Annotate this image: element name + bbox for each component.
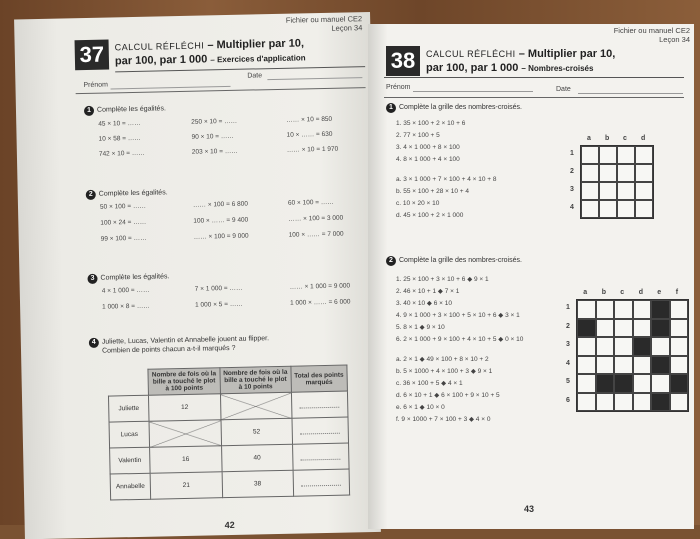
row-label: 1 — [566, 304, 570, 312]
total-answer-field[interactable] — [292, 417, 349, 444]
equation[interactable]: 10 × 58 = …… — [98, 134, 141, 143]
column-label: b — [605, 135, 610, 142]
column-label: e — [657, 289, 662, 296]
grid-cell[interactable] — [633, 393, 652, 412]
row-label: 1 — [570, 150, 574, 157]
cell-100: 12 — [148, 394, 220, 421]
grid-cell[interactable] — [596, 300, 615, 319]
cell-10: 52 — [221, 418, 292, 445]
equation[interactable]: …… × 100 = 9 000 — [193, 232, 249, 241]
grid-cell[interactable] — [599, 182, 617, 200]
grid-cell[interactable] — [670, 337, 689, 356]
row-clue: 2. 46 × 10 + 1 ◆ 7 × 1 — [396, 288, 460, 295]
row-clue: 1. 25 × 100 + 3 × 10 + 6 ◆ 9 × 1 — [396, 276, 489, 283]
equation[interactable]: 100 × …… = 9 400 — [193, 216, 249, 225]
grid-cell[interactable] — [599, 200, 617, 218]
equation[interactable]: 100 × 24 = …… — [100, 218, 147, 227]
cell-10: 40 — [221, 444, 292, 471]
reference-text: Fichier ou manuel CE2 Leçon 34 — [285, 14, 363, 33]
equation[interactable]: 203 × 10 = …… — [191, 147, 238, 156]
grid-cell[interactable] — [651, 337, 670, 356]
column-label: d — [641, 135, 646, 142]
grid-cell[interactable] — [633, 356, 652, 375]
lesson-number-badge: 37 — [75, 39, 110, 70]
grid-cell[interactable] — [633, 374, 652, 393]
cell-100: 21 — [150, 472, 222, 499]
grid-cell[interactable] — [581, 146, 599, 164]
column-label: a — [587, 135, 591, 142]
column-clue: c. 10 × 20 × 10 — [396, 200, 440, 207]
header-total: Total des points marqués — [291, 365, 348, 392]
row-clue: 1. 35 × 100 + 2 × 10 + 6 — [396, 120, 466, 127]
page-number: 42 — [224, 519, 235, 531]
column-clue: f. 9 × 1000 + 7 × 100 + 3 ◆ 4 × 0 — [396, 416, 491, 423]
column-clue: e. 6 × 1 ◆ 10 × 0 — [396, 404, 445, 411]
total-answer-field[interactable] — [291, 391, 348, 418]
grid-cell[interactable] — [596, 319, 615, 338]
grid-cell[interactable] — [577, 300, 596, 319]
cell-10 — [220, 392, 291, 419]
grid-cell[interactable] — [614, 319, 633, 338]
column-clue: a. 2 × 1 ◆ 49 × 100 + 8 × 10 + 2 — [396, 356, 489, 363]
prenom-field[interactable] — [111, 86, 231, 90]
equation[interactable]: 4 × 1 000 = …… — [101, 286, 150, 295]
grid-cell[interactable] — [577, 374, 596, 393]
row-clue: 6. 2 × 1 000 + 9 × 100 + 4 × 10 + 5 ◆ 0 × 10 — [396, 336, 524, 343]
table-row — [110, 469, 349, 500]
equation[interactable]: 45 × 10 = …… — [98, 119, 141, 128]
cell-100: 16 — [150, 446, 222, 473]
row-clue: 3. 40 × 10 ◆ 6 × 10 — [396, 300, 452, 307]
equation[interactable]: 90 × 10 = …… — [191, 132, 234, 141]
column-label: c — [620, 289, 625, 296]
left-page — [14, 12, 381, 539]
row-label: 3 — [570, 186, 574, 193]
lesson-title: CALCUL RÉFLÉCHI – Multiplier par 10, — [114, 37, 305, 53]
column-clue: d. 6 × 10 + 1 ◆ 6 × 100 + 9 × 10 + 5 — [396, 392, 500, 399]
row-clue: 5. 8 × 1 ◆ 9 × 10 — [396, 324, 445, 331]
equation[interactable]: 250 × 10 = …… — [191, 117, 238, 126]
date-field[interactable] — [267, 77, 362, 80]
grid-cell[interactable] — [670, 319, 689, 338]
row-label: 5 — [566, 378, 570, 386]
row-clue: 2. 77 × 100 + 5 — [396, 132, 440, 139]
exercise-3-instruction: 3 Complète les égalités. — [87, 272, 169, 284]
exercise-1-instruction: 1 Complète les égalités. — [84, 104, 166, 116]
equation[interactable]: 1 000 × 8 = …… — [102, 302, 150, 311]
grid-cell[interactable] — [577, 337, 596, 356]
date-label: Date — [247, 72, 263, 80]
date-label: Date — [556, 86, 571, 93]
grid-cell[interactable] — [617, 200, 635, 218]
equation[interactable]: 100 × …… = 7 000 — [288, 230, 344, 239]
exercise-2-instruction: 2 Complète les égalités. — [86, 188, 168, 200]
grid-cell[interactable] — [670, 300, 689, 319]
grid-cell[interactable] — [635, 164, 653, 182]
black-cell — [651, 393, 670, 412]
grid-cells — [576, 299, 689, 412]
row-label: 4 — [566, 359, 570, 367]
grid-cell[interactable] — [633, 300, 652, 319]
column-clue: d. 45 × 100 + 2 × 1 000 — [396, 212, 464, 219]
equation[interactable]: 1 000 × …… = 6 000 — [290, 298, 351, 307]
header-10: Nombre de fois où la bille a touché le plot à 10 points — [220, 366, 291, 393]
black-cell — [577, 319, 596, 338]
grid-cell[interactable] — [617, 164, 635, 182]
column-clue: a. 3 × 1 000 + 7 × 100 + 4 × 10 + 8 — [396, 176, 497, 183]
lesson-subtitle: par 100, par 1 000 – Exercices d'application — [114, 53, 306, 68]
total-answer-field[interactable] — [293, 469, 350, 496]
column-label: d — [638, 289, 644, 296]
grid-cell[interactable] — [670, 393, 689, 412]
row-clue: 3. 4 × 1 000 + 8 × 100 — [396, 144, 460, 151]
points-table — [107, 365, 350, 501]
black-cell — [651, 356, 670, 375]
row-label: 6 — [566, 396, 570, 404]
grid-cell[interactable] — [635, 182, 653, 200]
equation[interactable]: 7 × 1 000 = …… — [194, 284, 243, 293]
equation[interactable]: 1 000 × 5 = …… — [195, 300, 243, 309]
grid-cell[interactable] — [599, 164, 617, 182]
grid-cell[interactable] — [670, 356, 689, 375]
cell-10: 38 — [222, 470, 293, 497]
row-clue: 4. 9 × 1 000 + 3 × 100 + 5 × 10 + 6 ◆ 3 × 1 — [396, 312, 520, 319]
grid-cell[interactable] — [633, 319, 652, 338]
row-name: Lucas — [109, 421, 150, 448]
exercise-4-instruction: 4 Juliette, Lucas, Valentin et Annabelle jouent au flipper. Combien de points chacun a-t-il marqués ? — [89, 334, 270, 355]
row-name: Valentin — [110, 447, 151, 474]
grid-cell[interactable] — [617, 146, 635, 164]
grid-cell[interactable] — [614, 356, 633, 375]
total-answer-field[interactable] — [292, 443, 349, 470]
grid-cell[interactable] — [614, 393, 633, 412]
grid-cell[interactable] — [581, 182, 599, 200]
date-field[interactable] — [578, 93, 683, 94]
column-label: b — [601, 289, 607, 296]
grid-cell[interactable] — [581, 200, 599, 218]
reference-text: Fichier ou manuel CE2 Leçon 34 — [613, 26, 690, 44]
grid-cell[interactable] — [599, 146, 617, 164]
equation[interactable]: …… × 10 = 850 — [286, 115, 333, 124]
black-cell — [596, 374, 615, 393]
prenom-label: Prénom — [83, 81, 109, 90]
lesson-subtitle: par 100, par 1 000 – Nombres-croisés — [426, 62, 594, 74]
grid-cell[interactable] — [617, 182, 635, 200]
header-100: Nombre de fois où la bille a touché le plot à 100 points — [148, 368, 220, 395]
grid-cell[interactable] — [581, 164, 599, 182]
equation[interactable]: …… × 100 = 3 000 — [288, 214, 344, 223]
grid-cell[interactable] — [635, 146, 653, 164]
equation[interactable]: …… × 100 = 6 800 — [192, 200, 249, 209]
grid-cell[interactable] — [651, 374, 670, 393]
equation[interactable]: 60 × 100 = …… — [287, 198, 334, 207]
black-cell — [651, 319, 670, 338]
prenom-field[interactable] — [413, 91, 533, 92]
prenom-label: Prénom — [386, 84, 411, 91]
column-label: c — [623, 135, 627, 142]
grid-cell[interactable] — [596, 393, 615, 412]
equation[interactable]: 742 × 10 = …… — [98, 149, 145, 158]
row-name: Annabelle — [110, 473, 151, 500]
lesson-number-badge: 38 — [386, 46, 420, 76]
row-label: 4 — [570, 204, 574, 211]
exercise-1-instruction: 1 Complète la grille des nombres-croisés. — [386, 103, 522, 113]
column-clue: c. 36 × 100 + 5 ◆ 4 × 1 — [396, 380, 463, 387]
black-cell — [651, 300, 670, 319]
grid-cell[interactable] — [596, 356, 615, 375]
equation[interactable]: …… × 1 000 = 9 000 — [289, 282, 351, 291]
exercise-2-instruction: 2 Complète la grille des nombres-croisés. — [386, 256, 522, 266]
column-clue: b. 55 × 100 + 28 × 10 + 4 — [396, 188, 470, 195]
row-clue: 4. 8 × 1 000 + 4 × 100 — [396, 156, 460, 163]
black-cell — [614, 374, 633, 393]
page-number: 43 — [524, 504, 535, 514]
row-label: 3 — [566, 341, 570, 349]
equation[interactable]: 50 × 100 = …… — [99, 202, 146, 211]
grid-cell[interactable] — [596, 337, 615, 356]
cell-100 — [149, 420, 221, 447]
grid-cell[interactable] — [635, 200, 653, 218]
equation[interactable]: 99 × 100 = …… — [100, 234, 147, 243]
black-cell — [633, 337, 652, 356]
equation[interactable]: …… × 10 = 1 970 — [286, 145, 339, 154]
grid-cells — [580, 145, 654, 219]
black-cell — [670, 374, 689, 393]
grid-cell[interactable] — [577, 356, 596, 375]
column-label: f — [675, 289, 679, 296]
right-page — [368, 24, 694, 529]
grid-cell[interactable] — [614, 337, 633, 356]
equation[interactable]: 10 × …… = 630 — [286, 130, 333, 139]
column-clue: b. 5 × 1000 + 4 × 100 + 3 ◆ 9 × 1 — [396, 368, 493, 375]
column-label: a — [583, 289, 588, 296]
row-label: 2 — [570, 168, 574, 175]
row-label: 2 — [566, 322, 570, 330]
row-name: Juliette — [108, 395, 149, 422]
grid-cell[interactable] — [577, 393, 596, 412]
grid-cell[interactable] — [614, 300, 633, 319]
lesson-title: CALCUL RÉFLÉCHI – Multiplier par 10, — [426, 48, 616, 60]
